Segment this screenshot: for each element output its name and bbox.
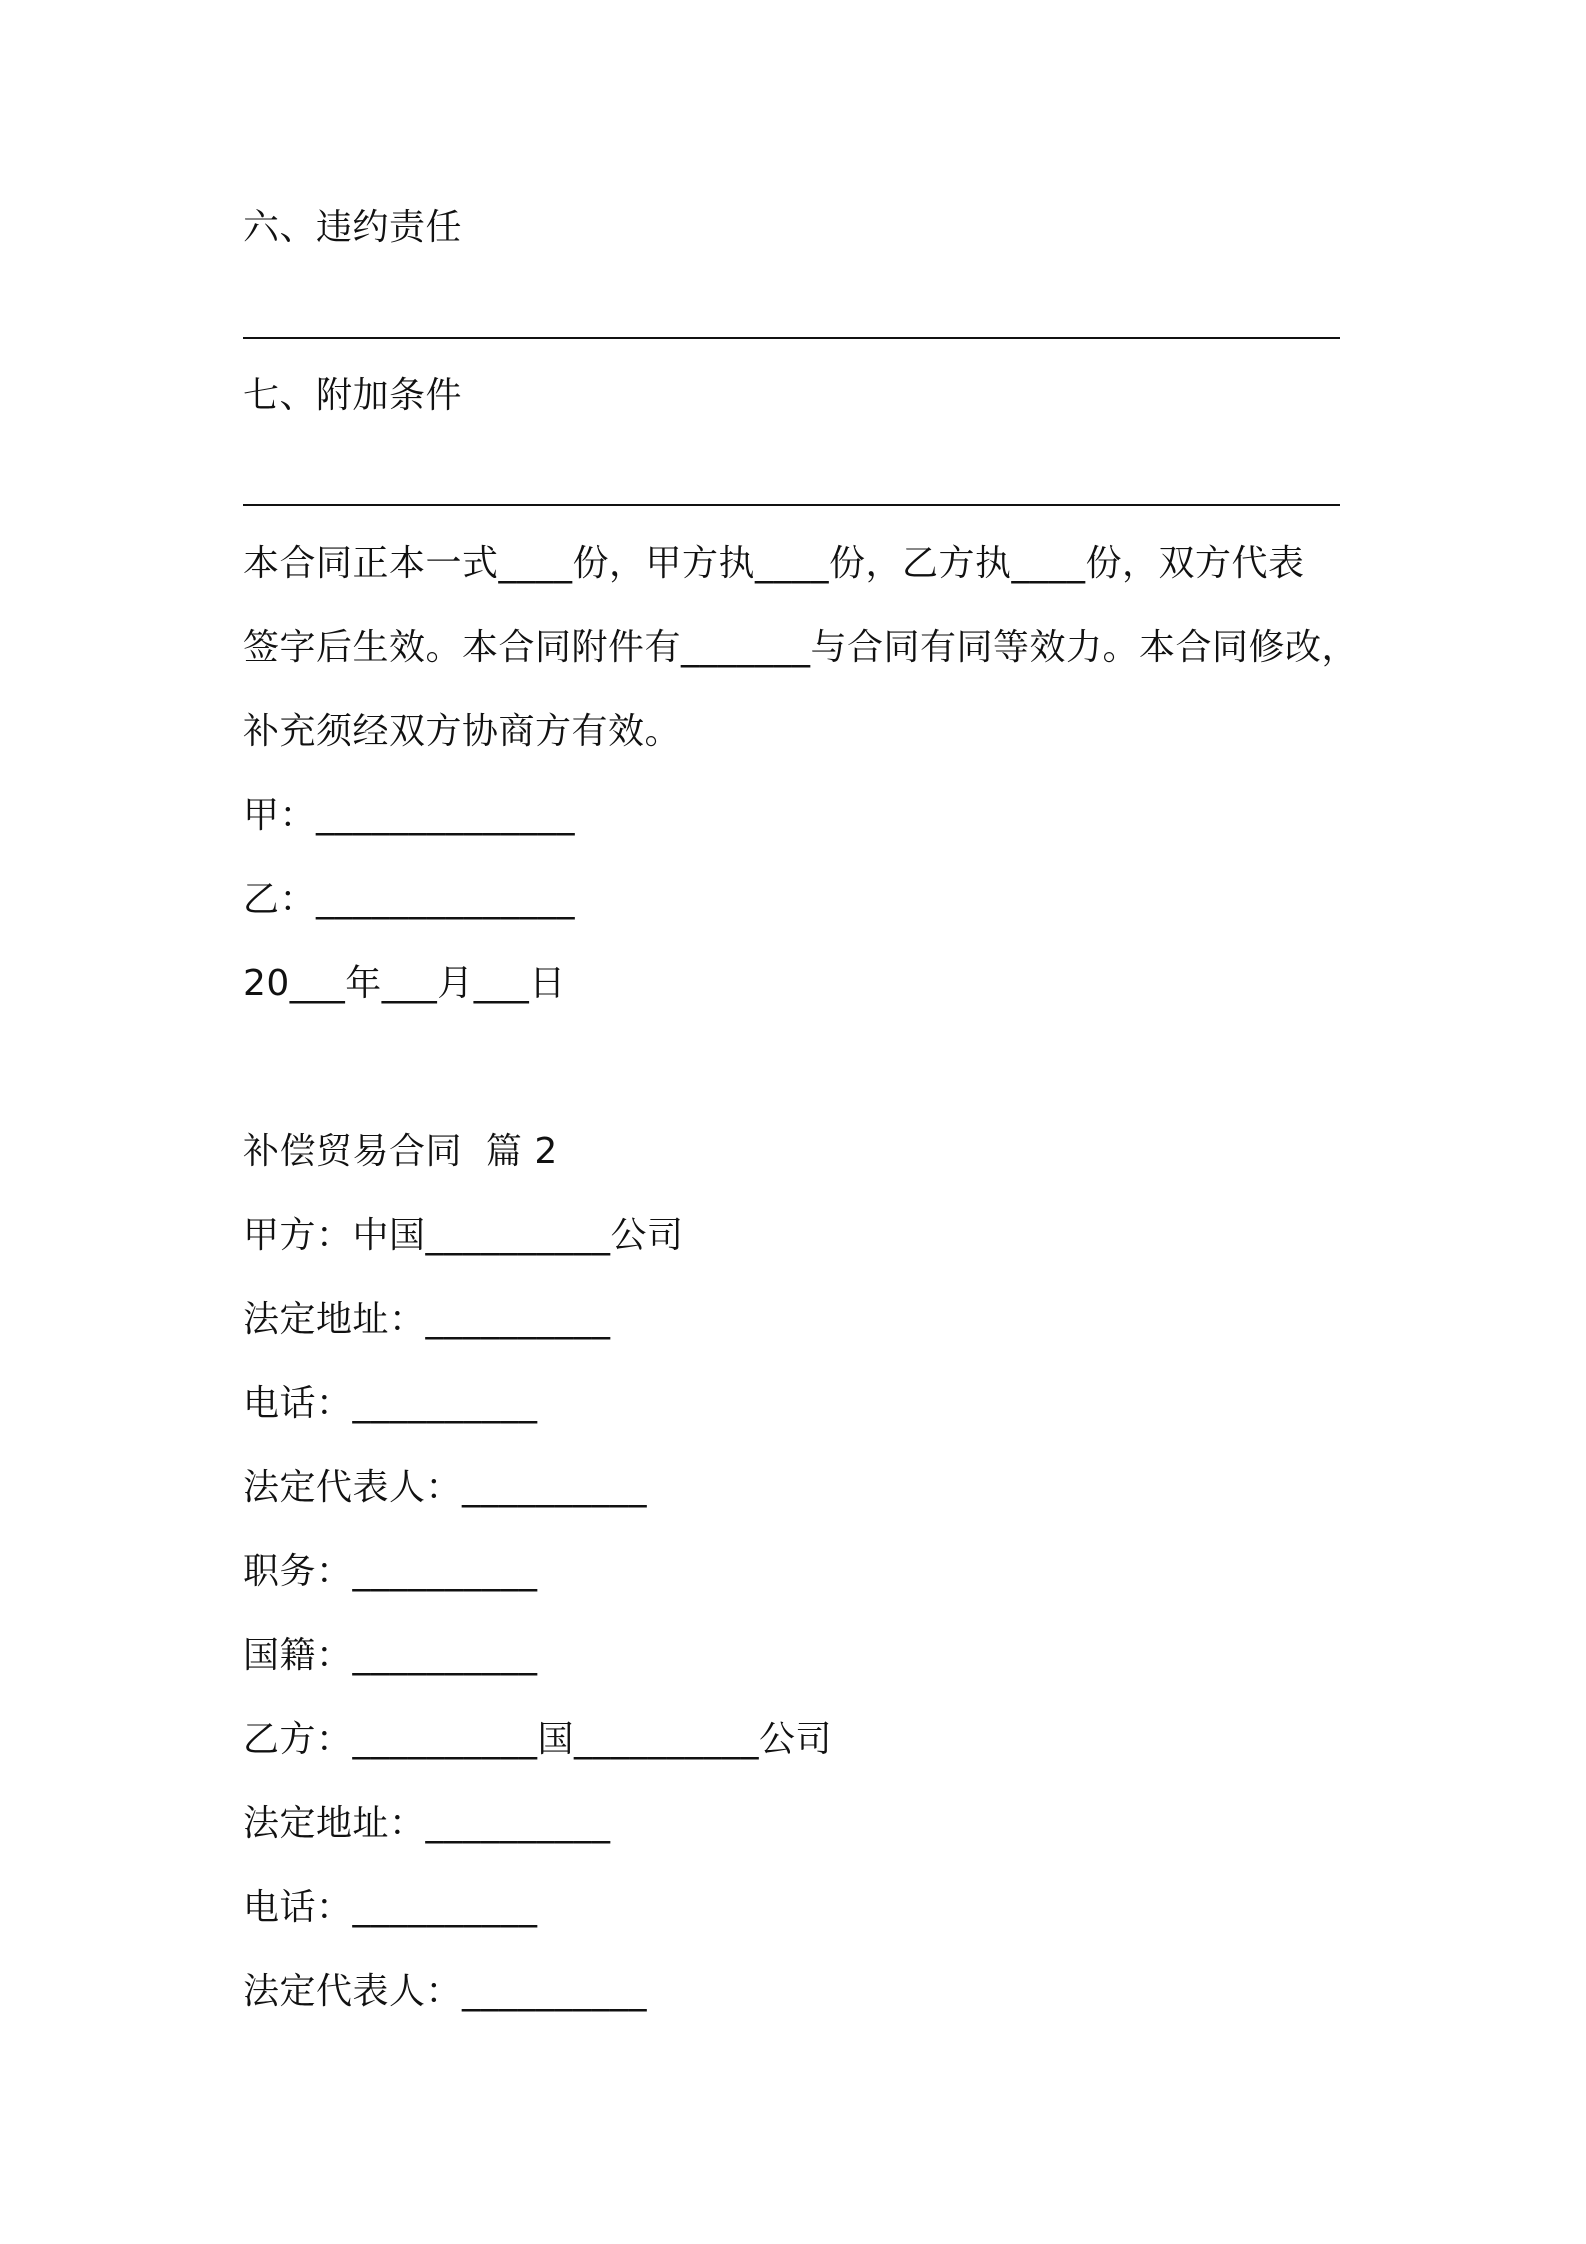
- party-a-name: 甲方：中国__________公司: [243, 1215, 684, 1256]
- party-a-phone: 电话：__________: [243, 1383, 538, 1424]
- party-a-representative: 法定代表人：__________: [243, 1467, 648, 1508]
- party-a-position: 职务：__________: [243, 1551, 538, 1592]
- copies-clause-line-1: 本合同正本一式____份，甲方执____份，乙方执____份，双方代表: [243, 543, 1305, 584]
- party-a-nationality: 国籍：__________: [243, 1635, 538, 1676]
- section-7-heading: 七、附加条件: [243, 375, 463, 416]
- contract-2-title: 补偿贸易合同 篇 2: [243, 1131, 558, 1172]
- party-b-phone: 电话：__________: [243, 1887, 538, 1928]
- section-6-heading: 六、违约责任: [243, 207, 463, 248]
- copies-clause-line-3: 补充须经双方协商方有效。: [243, 711, 682, 752]
- party-a-address: 法定地址：__________: [243, 1299, 611, 1340]
- copies-clause-line-2: 签字后生效。本合同附件有_______与合同有同等效力。本合同修改，: [243, 627, 1359, 668]
- party-b-representative: 法定代表人：__________: [243, 1971, 648, 2012]
- signature-party-b: 乙：______________: [243, 879, 576, 920]
- party-b-name: 乙方：__________国__________公司: [243, 1719, 833, 1760]
- blank-line-section-6: [243, 337, 1340, 339]
- date-line: 20___年___月___日: [243, 963, 566, 1004]
- party-b-address: 法定地址：__________: [243, 1803, 611, 1844]
- signature-party-a: 甲：______________: [243, 795, 576, 836]
- blank-line-section-7: [243, 504, 1340, 506]
